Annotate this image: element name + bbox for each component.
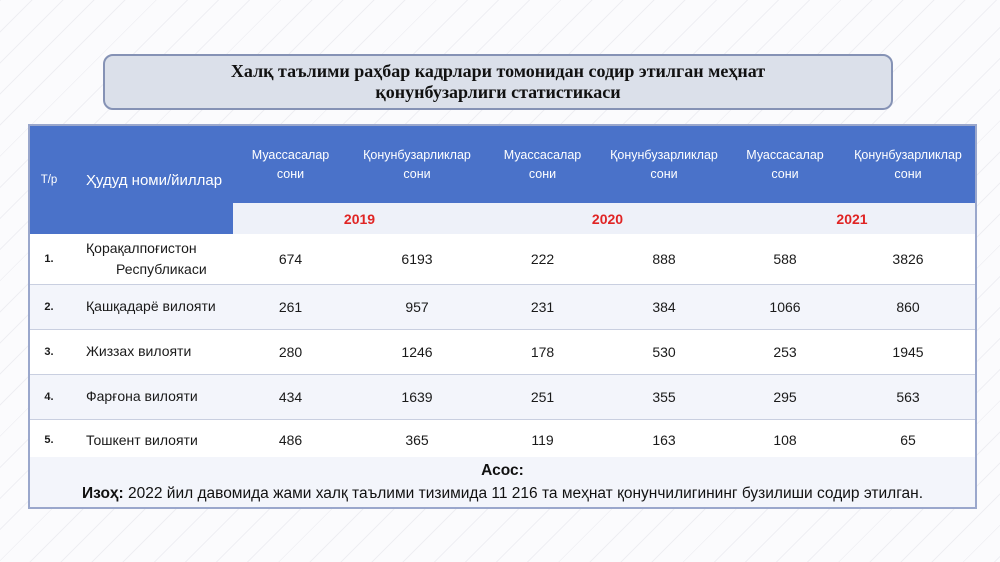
index-header: Т/р bbox=[30, 126, 68, 234]
value-cell: 860 bbox=[841, 284, 975, 329]
value-cell: 108 bbox=[729, 419, 841, 461]
value-cell: 588 bbox=[729, 234, 841, 284]
value-cell: 119 bbox=[486, 419, 599, 461]
row-index: 5. bbox=[30, 419, 68, 461]
value-cell: 6193 bbox=[348, 234, 486, 284]
value-cell: 384 bbox=[599, 284, 729, 329]
table-row bbox=[30, 419, 975, 461]
footer-note bbox=[30, 457, 975, 507]
statistics-table-container bbox=[28, 124, 977, 509]
value-cell: 222 bbox=[486, 234, 599, 284]
table-row bbox=[30, 234, 975, 284]
value-cell: 295 bbox=[729, 374, 841, 419]
value-cell: 1066 bbox=[729, 284, 841, 329]
value-cell: 365 bbox=[348, 419, 486, 461]
region-header: Ҳудуд номи/йиллар bbox=[68, 126, 233, 234]
table-row bbox=[30, 284, 975, 329]
value-cell: 3826 bbox=[841, 234, 975, 284]
value-cell: 434 bbox=[233, 374, 348, 419]
col-header-1: Муассасалар сони bbox=[233, 126, 348, 203]
value-cell: 163 bbox=[599, 419, 729, 461]
title-box bbox=[103, 54, 893, 110]
title-line-2: қонунбузарлиги статистикаси bbox=[375, 82, 621, 102]
value-cell: 530 bbox=[599, 329, 729, 374]
value-cell: 65 bbox=[841, 419, 975, 461]
col-header-3: Муассасалар сони bbox=[486, 126, 599, 203]
col-header-6: Қонунбузарликлар сони bbox=[841, 126, 975, 203]
value-cell: 355 bbox=[599, 374, 729, 419]
value-cell: 178 bbox=[486, 329, 599, 374]
value-cell: 486 bbox=[233, 419, 348, 461]
value-cell: 674 bbox=[233, 234, 348, 284]
region-cell: Жиззах вилояти bbox=[68, 329, 233, 374]
value-cell: 563 bbox=[841, 374, 975, 419]
year-2021: 2021 bbox=[729, 203, 975, 234]
title-line-1: Халқ таълими раҳбар кадрлари томонидан содир этилган меҳнат bbox=[230, 61, 766, 81]
value-cell: 888 bbox=[599, 234, 729, 284]
region-cell: Қорақалпоғистон Республикаси bbox=[68, 234, 233, 284]
value-cell: 253 bbox=[729, 329, 841, 374]
note-text: 2022 йил давомида жами халқ таълими тизимида 11 216 та меҳнат қонунчилигининг бузилиши содир этилган. bbox=[123, 485, 923, 502]
value-cell: 957 bbox=[348, 284, 486, 329]
row-index: 3. bbox=[30, 329, 68, 374]
region-cell: Қашқадарё вилояти bbox=[68, 284, 233, 329]
source-label: Асос: bbox=[481, 462, 524, 479]
statistics-table bbox=[30, 126, 975, 462]
row-index: 1. bbox=[30, 234, 68, 284]
value-cell: 1639 bbox=[348, 374, 486, 419]
value-cell: 1945 bbox=[841, 329, 975, 374]
year-2019: 2019 bbox=[233, 203, 486, 234]
col-header-5: Муассасалар сони bbox=[729, 126, 841, 203]
value-cell: 261 bbox=[233, 284, 348, 329]
note-label: Изоҳ: bbox=[81, 485, 124, 502]
value-cell: 1246 bbox=[348, 329, 486, 374]
value-cell: 231 bbox=[486, 284, 599, 329]
row-index: 4. bbox=[30, 374, 68, 419]
col-header-4: Қонунбузарликлар сони bbox=[599, 126, 729, 203]
table-row bbox=[30, 329, 975, 374]
col-header-2: Қонунбузарликлар сони bbox=[348, 126, 486, 203]
row-index: 2. bbox=[30, 284, 68, 329]
region-cell: Фарғона вилояти bbox=[68, 374, 233, 419]
year-2020: 2020 bbox=[486, 203, 729, 234]
table-row bbox=[30, 374, 975, 419]
value-cell: 280 bbox=[233, 329, 348, 374]
value-cell: 251 bbox=[486, 374, 599, 419]
header-row bbox=[30, 126, 975, 203]
region-cell: Тошкент вилояти bbox=[68, 419, 233, 461]
